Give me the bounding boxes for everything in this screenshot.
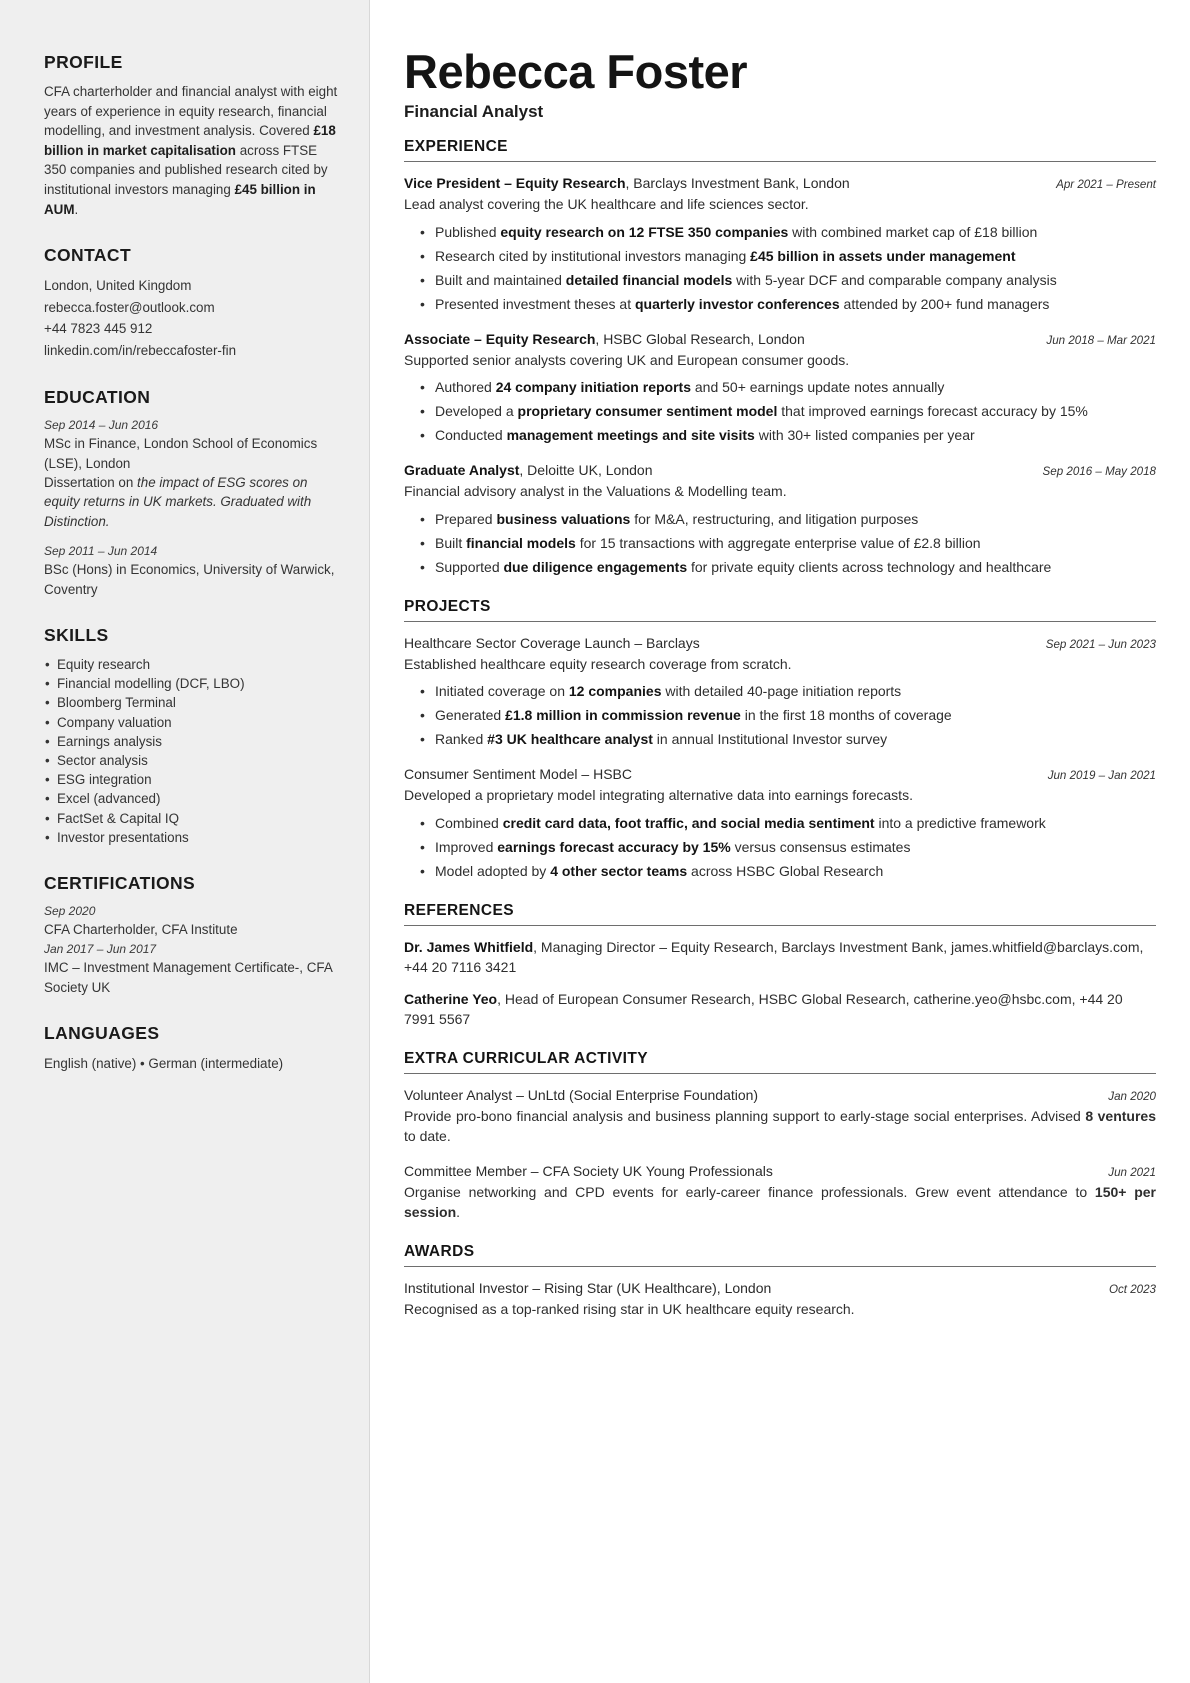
contact-email[interactable]: rebecca.foster@outlook.com (44, 299, 215, 315)
experience-entry (404, 460, 1156, 578)
experience-entry-title (404, 329, 805, 349)
bullet-item (404, 377, 1156, 398)
references-heading: REFERENCES (404, 902, 1156, 926)
experience-entry-header (404, 173, 1156, 193)
extra-curricular-date: Jun 2021 (1108, 1165, 1156, 1179)
extra-curricular-entry (404, 1085, 1156, 1147)
extra-curricular-entry (404, 1161, 1156, 1223)
bullet-bold: management meetings and site visits (506, 427, 755, 443)
bullet-bold: 12 companies (568, 683, 662, 699)
bullet-pre: Supported (435, 558, 504, 575)
profile-text-1: CFA charterholder and financial analyst with eight years of experience in equity research, financial modelling, and investment analysis. Covered (44, 84, 338, 139)
experience-date: Apr 2021 – Present (1056, 178, 1156, 191)
bullet-post: with detailed 40-page initiation reports (661, 683, 902, 699)
bullet-pre: Research cited by institutional investors managing (435, 247, 751, 264)
extra-curricular-summary (404, 1106, 1156, 1147)
certification-item (44, 903, 339, 939)
experience-summary: Supported senior analysts covering UK and European consumer goods. (404, 351, 850, 368)
bullet-item (404, 222, 1156, 243)
extra-curricular-section (404, 1050, 1156, 1223)
experience-date: Sep 2016 – May 2018 (1042, 465, 1156, 478)
experience-bullets (404, 377, 1156, 446)
bullet-item (404, 837, 1156, 858)
bullet-bold: detailed financial models (565, 271, 733, 288)
award-date: Oct 2023 (1108, 1282, 1156, 1296)
bullet-item (404, 533, 1156, 554)
bullet-post: that improved earnings forecast accuracy by 15% (777, 403, 1088, 419)
projects-section (404, 598, 1156, 882)
bullet-pre: Ranked (435, 731, 488, 747)
certification-date: Sep 2020 (44, 904, 96, 919)
education-section (44, 387, 339, 599)
experience-date: Jun 2018 – Mar 2021 (1046, 333, 1156, 347)
skill-item: • FactSet & Capital IQ (44, 809, 339, 828)
bullet-item (404, 729, 1156, 750)
job-role-subtitle: Financial Analyst (404, 102, 544, 121)
bullet-pre: Built and maintained (435, 271, 566, 288)
bullet-bold: proprietary consumer sentiment model (517, 403, 778, 419)
award-title: Institutional Investor – Rising Star (UK Healthcare), London (404, 1279, 772, 1296)
education-heading: EDUCATION (44, 387, 151, 408)
education-item (44, 543, 339, 599)
bullet-pre: Model adopted by (435, 862, 551, 879)
extra-curricular-title: Volunteer Analyst – UnLtd (Social Enterprise Foundation) (404, 1086, 759, 1103)
bullet-post: for private equity clients across technology and healthcare (687, 558, 1052, 575)
reference-name: Catherine Yeo (404, 990, 498, 1007)
skill-item: • Investor presentations (44, 828, 339, 847)
extra-curricular-date: Jan 2020 (1108, 1089, 1156, 1103)
bullet-post: for M&A, restructuring, and litigation purposes (630, 510, 919, 527)
education-detail-pre: Dissertation on (44, 474, 138, 490)
bullet-post: across HSBC Global Research (687, 862, 884, 879)
main-content (370, 0, 1190, 1683)
reference-name: Dr. James Whitfield (404, 938, 534, 955)
project-entry-header (404, 633, 1156, 653)
summary-bold: 150+ per session (404, 1183, 1156, 1220)
bullet-item (404, 401, 1156, 422)
project-title: Healthcare Sector Coverage Launch – Barclays (404, 634, 700, 651)
reference-detail: , Managing Director – Equity Research, Barclays Investment Bank, james.whitfield@barclays.com, +44 20 7116 3421 (404, 938, 1144, 975)
bullet-post: versus consensus estimates (730, 838, 911, 855)
bullet-bold: credit card data, foot traffic, and social media sentiment (502, 814, 875, 831)
experience-summary: Financial advisory analyst in the Valuations & Modelling team. (404, 483, 787, 499)
contact-phone[interactable]: +44 7823 445 912 (44, 321, 153, 337)
summary-post: . (456, 1204, 461, 1220)
sidebar (0, 0, 370, 1683)
experience-entry (404, 173, 1156, 315)
education-date: Sep 2014 – Jun 2016 (44, 418, 159, 433)
bullet-bold: business valuations (496, 510, 631, 527)
languages-section (44, 1023, 339, 1075)
bullet-pre: Published (435, 223, 501, 240)
award-entry (404, 1278, 1156, 1320)
skills-section (44, 625, 339, 847)
certification-name: IMC – Investment Management Certificate-, CFA Society UK (44, 960, 333, 995)
bullet-bold: due diligence engagements (503, 558, 688, 575)
skills-list (44, 655, 339, 847)
project-date: Jun 2019 – Jan 2021 (1047, 769, 1156, 782)
bullet-bold: financial models (466, 534, 576, 551)
awards-section (404, 1243, 1156, 1320)
bullet-post: with 30+ listed companies per year (754, 427, 975, 443)
skill-item: • Financial modelling (DCF, LBO) (44, 674, 339, 693)
project-bullets (404, 813, 1156, 882)
reference-item (404, 937, 1156, 978)
education-degree: BSc (Hons) in Economics, University of Warwick, Coventry (44, 562, 335, 597)
summary-pre: Provide pro-bono financial analysis and business planning support to early-stage social enterprises. Advised (404, 1107, 1086, 1124)
bullet-item (404, 425, 1156, 446)
bullet-post: with combined market cap of £18 billion (788, 223, 1038, 240)
bullet-post: for 15 transactions with aggregate enterprise value of £2.8 billion (575, 534, 981, 551)
page-title: Rebecca Foster (404, 45, 748, 98)
contact-linkedin[interactable]: linkedin.com/in/rebeccafoster-fin (44, 342, 237, 358)
bullet-bold: 24 company initiation reports (495, 379, 691, 395)
bullet-pre: Prepared (435, 510, 497, 527)
skill-item: • Earnings analysis (44, 732, 339, 751)
bullet-post: and 50+ earnings update notes annually (690, 379, 945, 395)
education-detail-post: . Graduated with Distinction. (44, 494, 312, 529)
bullet-item (404, 705, 1156, 726)
certification-date: Jan 2017 – Jun 2017 (44, 942, 157, 957)
reference-detail: , Head of European Consumer Research, HSBC Global Research, catherine.yeo@hsbc.com, +44 20 7991 5567 (404, 990, 1123, 1027)
bullet-item (404, 270, 1156, 291)
contact-section (44, 245, 339, 361)
profile-bold-2: £45 billion in AUM (44, 181, 316, 217)
award-summary: Recognised as a top-ranked rising star in UK healthcare equity research. (404, 1300, 855, 1317)
award-entry-header (404, 1278, 1156, 1298)
certifications-heading: CERTIFICATIONS (44, 873, 196, 894)
bullet-post: in the first 18 months of coverage (740, 707, 952, 723)
bullet-item (404, 861, 1156, 882)
certification-name: CFA Charterholder, CFA Institute (44, 922, 238, 938)
bullet-post: with 5-year DCF and comparable company analysis (732, 271, 1057, 288)
experience-entry-header (404, 460, 1156, 480)
bullet-pre: Combined (435, 814, 503, 831)
profile-heading: PROFILE (44, 52, 123, 72)
certification-item (44, 941, 339, 997)
bullet-item (404, 681, 1156, 702)
skill-item: • ESG integration (44, 770, 339, 789)
reference-item (404, 989, 1156, 1030)
profile-section (44, 52, 339, 219)
experience-role: Vice President – Equity Research (404, 175, 626, 191)
experience-role: Graduate Analyst (404, 462, 520, 478)
bullet-bold: equity research on 12 FTSE 350 companies (500, 223, 789, 240)
bullet-item (404, 509, 1156, 530)
project-title: Consumer Sentiment Model – HSBC (404, 766, 632, 782)
profile-text (44, 82, 339, 219)
experience-entry-title (404, 173, 850, 193)
experience-summary: Lead analyst covering the UK healthcare and life sciences sector. (404, 196, 809, 212)
skill-item: • Excel (advanced) (44, 789, 339, 808)
project-entry (404, 764, 1156, 882)
extra-curricular-heading: EXTRA CURRICULAR ACTIVITY (404, 1050, 1156, 1074)
awards-heading: AWARDS (404, 1243, 1156, 1267)
experience-company: , Deloitte UK, London (519, 462, 653, 478)
languages-text: English (native) • German (intermediate) (44, 1056, 284, 1072)
experience-company: , HSBC Global Research, London (595, 330, 805, 347)
extra-curricular-summary (404, 1182, 1156, 1223)
bullet-pre: Generated (435, 707, 506, 723)
education-degree: MSc in Finance, London School of Economics (LSE), London (44, 436, 318, 471)
bullet-bold: quarterly investor conferences (635, 295, 840, 312)
project-summary: Established healthcare equity research coverage from scratch. (404, 655, 792, 672)
project-entry (404, 633, 1156, 751)
skill-item: • Bloomberg Terminal (44, 693, 339, 712)
skill-item: • Equity research (44, 655, 339, 674)
bullet-bold: earnings forecast accuracy by 15% (497, 838, 731, 855)
experience-entry-title (404, 460, 653, 480)
bullet-pre: Developed a (435, 403, 518, 419)
summary-pre: Organise networking and CPD events for early-career finance professionals. Grew event attendance to (404, 1183, 1095, 1200)
skill-item: • Sector analysis (44, 751, 339, 770)
extra-curricular-entry-header (404, 1161, 1156, 1181)
languages-heading: LANGUAGES (44, 1023, 160, 1044)
experience-bullets (404, 509, 1156, 578)
bullet-post: into a predictive framework (874, 814, 1046, 831)
bullet-item (404, 557, 1156, 578)
bullet-item (404, 294, 1156, 315)
bullet-pre: Built (435, 534, 467, 551)
experience-entry (404, 329, 1156, 447)
bullet-bold: £1.8 million in commission revenue (505, 707, 741, 723)
experience-entry-header (404, 329, 1156, 349)
bullet-pre: Presented investment theses at (435, 295, 635, 312)
bullet-bold: #3 UK healthcare analyst (487, 731, 653, 747)
extra-curricular-title: Committee Member – CFA Society UK Young Professionals (404, 1162, 773, 1179)
skills-heading: SKILLS (44, 625, 109, 645)
references-section (404, 902, 1156, 1030)
bullet-post: in annual Institutional Investor survey (652, 731, 888, 747)
project-summary: Developed a proprietary model integrating alternative data into earnings forecasts. (404, 787, 913, 803)
profile-text-2: across FTSE 350 companies and published research cited by institutional investors managing (44, 142, 328, 197)
bullet-item (404, 246, 1156, 267)
projects-heading: PROJECTS (404, 598, 1156, 622)
experience-heading: EXPERIENCE (404, 138, 1156, 162)
bullet-item (404, 813, 1156, 834)
experience-company: , Barclays Investment Bank, London (625, 175, 850, 191)
certifications-section (44, 873, 339, 997)
project-date: Sep 2021 – Jun 2023 (1045, 637, 1156, 651)
skill-item: • Company valuation (44, 713, 339, 732)
bullet-bold: £45 billion in assets under management (750, 247, 1016, 264)
extra-curricular-entry-header (404, 1085, 1156, 1105)
experience-role: Associate – Equity Research (404, 330, 596, 347)
contact-heading: CONTACT (44, 245, 132, 266)
bullet-pre: Authored (435, 379, 496, 395)
education-detail (44, 473, 339, 531)
bullet-pre: Improved (435, 838, 498, 855)
education-detail-italic: the impact of ESG scores on equity returns in UK markets (44, 474, 308, 510)
bullet-pre: Initiated coverage on (435, 683, 569, 699)
experience-bullets (404, 222, 1156, 315)
project-entry-header (404, 764, 1156, 784)
experience-section (404, 138, 1156, 578)
education-item (44, 417, 339, 531)
project-bullets (404, 681, 1156, 750)
profile-text-3: . (74, 201, 79, 217)
education-date: Sep 2011 – Jun 2014 (44, 544, 158, 559)
bullet-pre: Conducted (435, 427, 507, 443)
summary-post: to date. (404, 1128, 451, 1144)
bullet-bold: 4 other sector teams (550, 862, 688, 879)
bullet-post: attended by 200+ fund managers (839, 295, 1050, 312)
profile-bold-1: £18 billion in market capitalisation (44, 123, 336, 158)
summary-bold: 8 ventures (1085, 1107, 1156, 1124)
contact-location: London, United Kingdom (44, 278, 192, 294)
